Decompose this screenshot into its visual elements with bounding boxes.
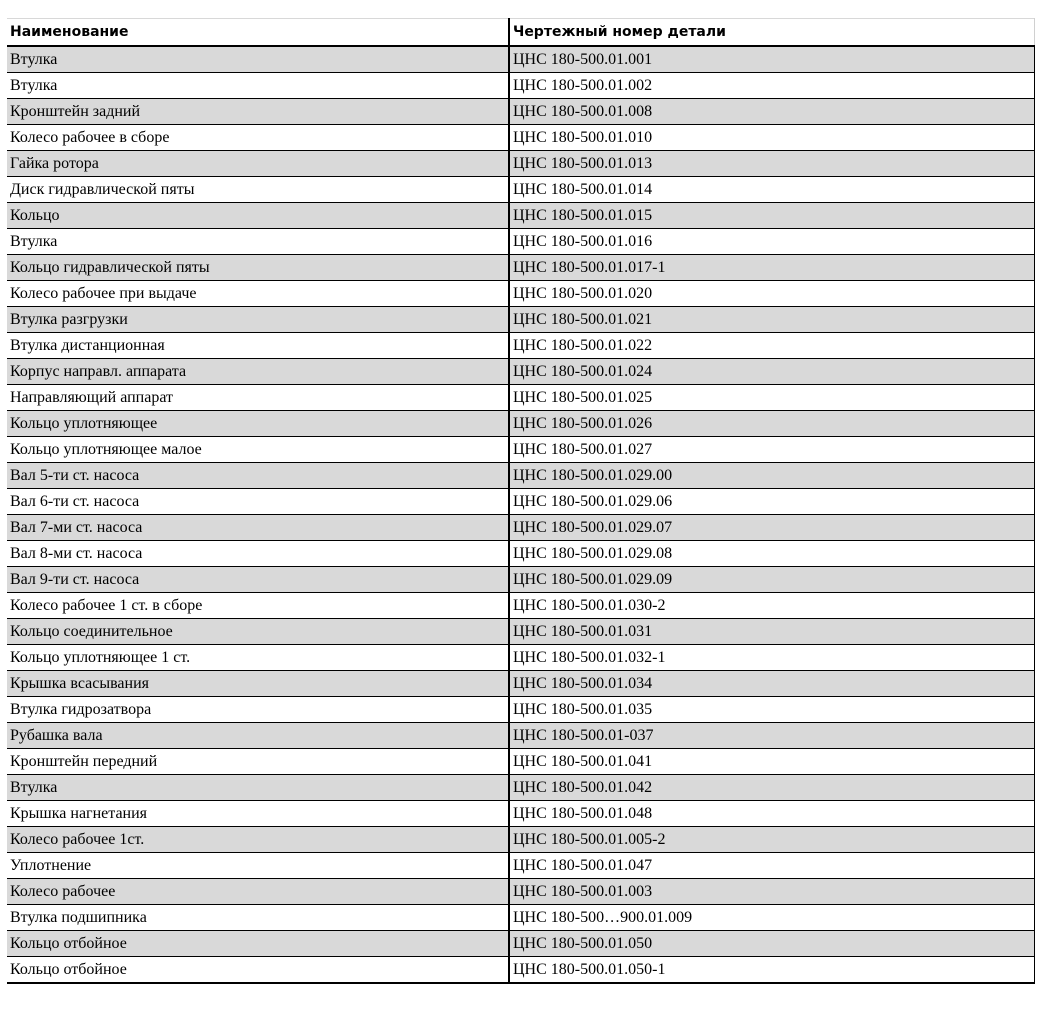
- cell-part-name[interactable]: Втулка: [7, 73, 509, 99]
- table-row: [7, 359, 1034, 385]
- table-row: [7, 905, 1034, 931]
- cell-part-name[interactable]: Кольцо уплотняющее: [7, 411, 509, 437]
- cell-drawing-number[interactable]: ЦНС 180-500.01.010: [509, 125, 1034, 151]
- table-row: [7, 567, 1034, 593]
- table-row: [7, 307, 1034, 333]
- table-row: [7, 879, 1034, 905]
- cell-part-name[interactable]: Колесо рабочее при выдаче: [7, 281, 509, 307]
- cell-part-name[interactable]: Колесо рабочее в сборе: [7, 125, 509, 151]
- table-row: [7, 775, 1034, 801]
- cell-drawing-number[interactable]: ЦНС 180-500.01.047: [509, 853, 1034, 879]
- cell-drawing-number[interactable]: ЦНС 180-500.01.030-2: [509, 593, 1034, 619]
- cell-drawing-number[interactable]: ЦНС 180-500.01.017-1: [509, 255, 1034, 281]
- table-row: [7, 463, 1034, 489]
- cell-drawing-number[interactable]: ЦНС 180-500.01-037: [509, 723, 1034, 749]
- cell-part-name[interactable]: Втулка: [7, 46, 509, 73]
- cell-part-name[interactable]: Крышка нагнетания: [7, 801, 509, 827]
- cell-part-name[interactable]: Кольцо соединительное: [7, 619, 509, 645]
- cell-drawing-number[interactable]: ЦНС 180-500.01.031: [509, 619, 1034, 645]
- table-row: [7, 489, 1034, 515]
- cell-part-name[interactable]: Направляющий аппарат: [7, 385, 509, 411]
- cell-drawing-number[interactable]: ЦНС 180-500.01.035: [509, 697, 1034, 723]
- table-row: [7, 99, 1034, 125]
- table-body: [7, 46, 1034, 983]
- table-row: [7, 385, 1034, 411]
- cell-part-name[interactable]: Колесо рабочее: [7, 879, 509, 905]
- cell-drawing-number[interactable]: ЦНС 180-500.01.021: [509, 307, 1034, 333]
- cell-part-name[interactable]: Кронштейн задний: [7, 99, 509, 125]
- table-row: [7, 333, 1034, 359]
- cell-part-name[interactable]: Колесо рабочее 1ст.: [7, 827, 509, 853]
- cell-part-name[interactable]: Кронштейн передний: [7, 749, 509, 775]
- table-row: [7, 671, 1034, 697]
- cell-part-name[interactable]: Кольцо отбойное: [7, 957, 509, 984]
- table-row: [7, 281, 1034, 307]
- cell-part-name[interactable]: Кольцо отбойное: [7, 931, 509, 957]
- table-row: [7, 801, 1034, 827]
- cell-part-name[interactable]: Крышка всасывания: [7, 671, 509, 697]
- cell-drawing-number[interactable]: ЦНС 180-500.01.022: [509, 333, 1034, 359]
- table-row: [7, 619, 1034, 645]
- cell-drawing-number[interactable]: ЦНС 180-500.01.034: [509, 671, 1034, 697]
- cell-part-name[interactable]: Втулка разгрузки: [7, 307, 509, 333]
- cell-drawing-number[interactable]: ЦНС 180-500.01.002: [509, 73, 1034, 99]
- cell-part-name[interactable]: Диск гидравлической пяты: [7, 177, 509, 203]
- cell-part-name[interactable]: Рубашка вала: [7, 723, 509, 749]
- table-header: [7, 19, 1034, 47]
- column-header-name[interactable]: Наименование: [7, 19, 509, 47]
- cell-drawing-number[interactable]: ЦНС 180-500.01.020: [509, 281, 1034, 307]
- cell-part-name[interactable]: Втулка гидрозатвора: [7, 697, 509, 723]
- cell-drawing-number[interactable]: ЦНС 180-500.01.029.00: [509, 463, 1034, 489]
- cell-drawing-number[interactable]: ЦНС 180-500.01.024: [509, 359, 1034, 385]
- cell-drawing-number[interactable]: ЦНС 180-500.01.050: [509, 931, 1034, 957]
- cell-part-name[interactable]: Вал 8-ми ст. насоса: [7, 541, 509, 567]
- table-row: [7, 645, 1034, 671]
- cell-part-name[interactable]: Вал 9-ти ст. насоса: [7, 567, 509, 593]
- table-row: [7, 697, 1034, 723]
- cell-drawing-number[interactable]: ЦНС 180-500…900.01.009: [509, 905, 1034, 931]
- cell-drawing-number[interactable]: ЦНС 180-500.01.029.07: [509, 515, 1034, 541]
- cell-part-name[interactable]: Вал 5-ти ст. насоса: [7, 463, 509, 489]
- table-row: [7, 151, 1034, 177]
- table-row: [7, 177, 1034, 203]
- table-row: [7, 437, 1034, 463]
- table-row: [7, 853, 1034, 879]
- cell-drawing-number[interactable]: ЦНС 180-500.01.015: [509, 203, 1034, 229]
- table-row: [7, 255, 1034, 281]
- cell-drawing-number[interactable]: ЦНС 180-500.01.041: [509, 749, 1034, 775]
- table-row: [7, 229, 1034, 255]
- cell-part-name[interactable]: Кольцо уплотняющее малое: [7, 437, 509, 463]
- cell-part-name[interactable]: Кольцо: [7, 203, 509, 229]
- parts-sheet: [7, 18, 1034, 984]
- table-row: [7, 593, 1034, 619]
- table-row: [7, 411, 1034, 437]
- cell-drawing-number[interactable]: ЦНС 180-500.01.048: [509, 801, 1034, 827]
- cell-drawing-number[interactable]: ЦНС 180-500.01.032-1: [509, 645, 1034, 671]
- table-row: [7, 931, 1034, 957]
- column-header-drawing-number[interactable]: Чертежный номер детали: [509, 19, 1034, 47]
- cell-drawing-number[interactable]: ЦНС 180-500.01.001: [509, 46, 1034, 73]
- table-row: [7, 827, 1034, 853]
- cell-drawing-number[interactable]: ЦНС 180-500.01.025: [509, 385, 1034, 411]
- cell-part-name[interactable]: Гайка ротора: [7, 151, 509, 177]
- cell-part-name[interactable]: Вал 6-ти ст. насоса: [7, 489, 509, 515]
- table-row: [7, 541, 1034, 567]
- cell-drawing-number[interactable]: ЦНС 180-500.01.027: [509, 437, 1034, 463]
- cell-drawing-number[interactable]: ЦНС 180-500.01.013: [509, 151, 1034, 177]
- cell-part-name[interactable]: Втулка: [7, 229, 509, 255]
- cell-part-name[interactable]: Кольцо уплотняющее 1 ст.: [7, 645, 509, 671]
- cell-part-name[interactable]: Втулка дистанционная: [7, 333, 509, 359]
- cell-drawing-number[interactable]: ЦНС 180-500.01.029.08: [509, 541, 1034, 567]
- table-row: [7, 125, 1034, 151]
- cell-part-name[interactable]: Корпус направл. аппарата: [7, 359, 509, 385]
- cell-drawing-number[interactable]: ЦНС 180-500.01.005-2: [509, 827, 1034, 853]
- cell-part-name[interactable]: Втулка подшипника: [7, 905, 509, 931]
- cell-drawing-number[interactable]: ЦНС 180-500.01.016: [509, 229, 1034, 255]
- cell-drawing-number[interactable]: ЦНС 180-500.01.008: [509, 99, 1034, 125]
- table-row: [7, 723, 1034, 749]
- cell-drawing-number[interactable]: ЦНС 180-500.01.029.06: [509, 489, 1034, 515]
- cell-drawing-number[interactable]: ЦНС 180-500.01.050-1: [509, 957, 1034, 984]
- table-row: [7, 203, 1034, 229]
- cell-part-name[interactable]: Колесо рабочее 1 ст. в сборе: [7, 593, 509, 619]
- cell-drawing-number[interactable]: ЦНС 180-500.01.003: [509, 879, 1034, 905]
- table-row: [7, 515, 1034, 541]
- header-row: [7, 19, 1034, 47]
- cell-drawing-number[interactable]: ЦНС 180-500.01.042: [509, 775, 1034, 801]
- cell-drawing-number[interactable]: ЦНС 180-500.01.014: [509, 177, 1034, 203]
- table-row: [7, 46, 1034, 73]
- cell-part-name[interactable]: Вал 7-ми ст. насоса: [7, 515, 509, 541]
- cell-drawing-number[interactable]: ЦНС 180-500.01.029.09: [509, 567, 1034, 593]
- parts-table: [7, 18, 1035, 984]
- cell-part-name[interactable]: Втулка: [7, 775, 509, 801]
- table-row: [7, 73, 1034, 99]
- cell-drawing-number[interactable]: ЦНС 180-500.01.026: [509, 411, 1034, 437]
- table-row: [7, 749, 1034, 775]
- cell-part-name[interactable]: Кольцо гидравлической пяты: [7, 255, 509, 281]
- cell-part-name[interactable]: Уплотнение: [7, 853, 509, 879]
- table-row: [7, 957, 1034, 984]
